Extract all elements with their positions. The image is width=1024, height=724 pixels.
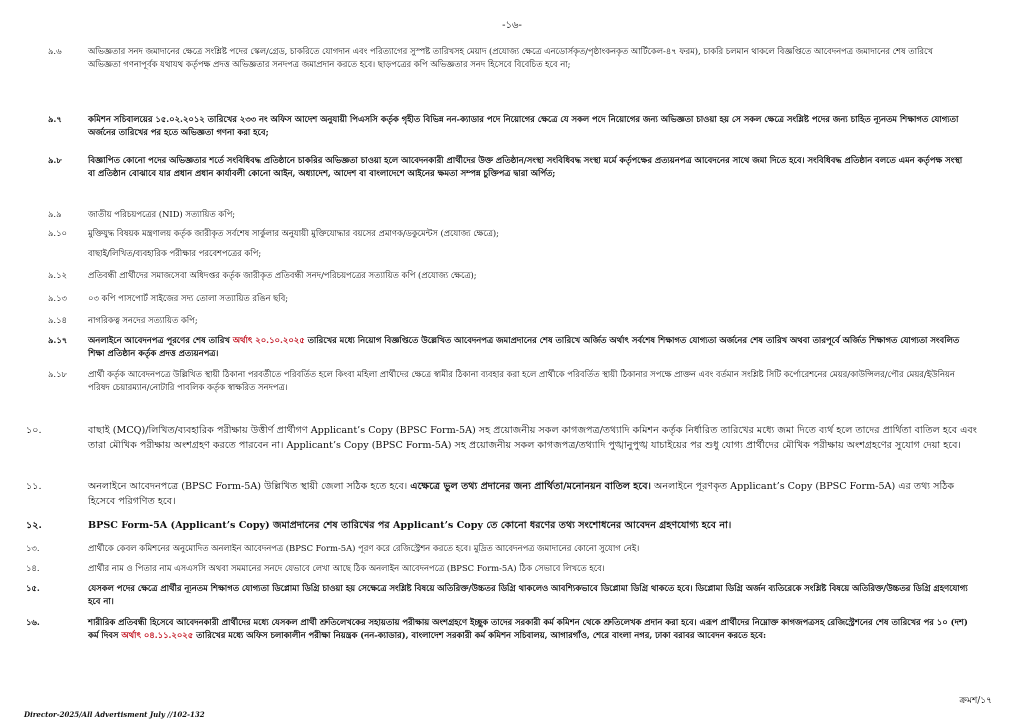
item-text (88, 616, 978, 642)
item-number: ৯.১০ (48, 228, 67, 238)
item-text: কমিশন সচিবালয়ের ১৫.০২.২০১২ তারিখের ২৩৩ নং অফিস আদেশ অনুযায়ী পিএসসি কর্তৃক গৃহীত বিভিন্ন নন-ক্যাডার পদে নিয়োগের ক্ষেত্রে যে সকল পদে নিয়োগের জন্য অভিজ্ঞতা চাওয়া হয় সে সকল ক্ষেত্রে সংশ্লিষ্ট পদের জন্য চাহিত ন্যূনতম শিক্ষাগত যোগ্যতা অর্জনের তারিখের পর হতে অভিজ্ঞতা গণনা করা হবে; (88, 114, 959, 138)
deadline-date: অর্থাৎ ০৪.১১.২০২৫ (121, 630, 194, 641)
item-text: ০৩ কপি পাসপোর্ট সাইজের সদ্য তোলা সত্যায়িত রঙিন ছবি; (88, 293, 289, 303)
list-item-9-9 (48, 208, 968, 221)
list-item-11 (26, 479, 978, 509)
item-text: মুক্তিযুদ্ধ বিষয়ক মন্ত্রণালয় কর্তৃক জারীকৃত সর্বশেষ সার্কুলার অনুযায়ী মুক্তিযোদ্ধার বয়সের প্রমাণক/ডকুমেন্টস (প্রযোজ্য ক্ষেত্রে); (88, 228, 499, 238)
list-item-9-7 (48, 113, 968, 139)
item-text (88, 334, 968, 360)
list-item-9-13 (48, 292, 968, 305)
list-item-16 (26, 616, 978, 642)
list-item-admit-card (48, 247, 968, 260)
item-number: ৯.১৩ (48, 293, 67, 303)
list-item-10 (26, 423, 978, 453)
item-text: প্রতিবন্ধী প্রার্থীদের সমাজসেবা অধিদপ্তর কর্তৃক জারীকৃত প্রতিবন্ধী সনদ/পরিচয়পত্রের সত্যায়িত কপি (প্রযোজ্য ক্ষেত্রে); (88, 270, 477, 280)
deadline-date: অর্থাৎ ২০.১০.২০২৫ (232, 335, 305, 345)
list-item-13 (26, 542, 978, 555)
item-text: জাতীয় পরিচয়পত্রের (NID) সত্যায়িত কপি; (88, 209, 236, 219)
item-number: ৯.১৮ (48, 369, 67, 379)
item-text: অভিজ্ঞতার সনদ জমাদানের ক্ষেত্রে সংশ্লিষ্ট পদের স্কেল/গ্রেড, চাকরিতে যোগদান এবং পরিত্যাগের সুস্পষ্ট তারিখসহ মেয়াদ (প্রযোজ্য ক্ষেত্রে এনডোর্সকৃত/পৃষ্ঠাংকনকৃত আর্টিকেল-৪৭ ফরম), চাকরি চলমান থাকলে বিজ্ঞপ্তিতে আবেদনপত্র জমাদানের শেষ তারিখে অভিজ্ঞতা গণনাপূর্বক যথাযথ কর্তৃপক্ষ প্রদত্ত অভিজ্ঞতার সনদপত্র জমাপ্রদান করতে হবে। ছাড়পত্রের কপি অভিজ্ঞতার সনদ হিসেবে বিবেচিত হবে না; (88, 46, 933, 70)
item-text: প্রার্থী কর্তৃক আবেদনপত্রে উল্লিখিত স্থায়ী ঠিকানা পরবর্তীতে পরিবর্তিত হলে কিংবা মহিলা প্রার্থীদের ক্ষেত্রে স্বামীর ঠিকানা ব্যবহার করা হলে প্রার্থীকে পরিবর্তিত স্থায়ী ঠিকানার সপক্ষে প্রাক্তন এবং বর্তমান সংশ্লিষ্ট সিটি কর্পোরেশনের মেয়র/কাউন্সিলর/পৌর মেয়র/ইউনিয়ন পরিষদ চেয়ারম্যান/নোটারি পাবলিক কর্তৃক স্বাক্ষরিত সনদপত্র। (88, 369, 955, 393)
item-number: ১৪. (26, 563, 40, 573)
list-item-12 (26, 518, 978, 533)
item-number: ৯.৭ (48, 114, 62, 124)
item-text: নাগরিকত্ব সনদের সত্যায়িত কপি; (88, 315, 198, 325)
item-number: ১৩. (26, 543, 40, 553)
item-text-start: অনলাইনে আবেদনপত্রে (BPSC Form-5A) উল্লিখিত স্থায়ী জেলা সঠিক হতে হবে। (88, 481, 411, 492)
list-item-15 (26, 582, 978, 608)
item-text-end: তারিখের মধ্যে নিয়োগ বিজ্ঞপ্তিতে উল্লেখিত আবেদনপত্র জমাপ্রদানের শেষ তারিখে অর্জিত অর্থাৎ সর্বশেষ শিক্ষাগত যোগ্যতা অর্জনের শেষ তারিখ অথবা তারপূর্বে অর্জিত শিক্ষাগত যোগ্যতা সংবলিত শিক্ষা প্রতিষ্ঠান কর্তৃক প্রদত্ত প্রত্যয়নপত্র। (88, 335, 960, 359)
item-text: প্রার্থীর নাম ও পিতার নাম এসএসসি অথবা সমমানের সনদে যেভাবে লেখা আছে ঠিক অনলাইন আবেদনপত্রে (BPSC Form-5A) ঠিক সেভাবে লিখতে হবে। (88, 563, 605, 573)
item-number: ১০. (26, 425, 42, 436)
item-number: ১২. (26, 520, 42, 531)
item-text: বাছাই/লিখিত/ব্যবহারিক পরীক্ষার পরবেশপত্রের কপি; (88, 248, 262, 258)
list-item-9-12 (48, 269, 968, 282)
item-text: বাছাই (MCQ)/লিখিত/ব্যবহারিক পরীক্ষায় উত্তীর্ণ প্রার্থীগণ Applicant’s Copy (BPSC Form-5A) সহ প্রয়োজনীয় সকল কাগজপত্র/তথ্যাদি কমিশন কর্তৃক নির্ধারিত তারিখের মধ্যে জমা দিতে ব্যর্থ হলে তাদের প্রার্থিতা বাতিল হবে এবং তারা মৌখিক পরীক্ষায় অংশগ্রহণ করতে পারবেন না। Applicant’s Copy (BPSC Form-5A) সহ প্রয়োজনীয় সকল কাগজপত্র/তথ্যাদি পুঙ্খানুপুঙ্খ যাচাইয়ের পর শুধু যোগ্য প্রার্থীদের মৌখিক পরীক্ষায় অংশগ্রহণের সুযোগ দেয়া হবে। (88, 425, 977, 451)
list-item-14 (26, 562, 978, 575)
item-number: ৯.৯ (48, 209, 62, 219)
list-item-9-6 (48, 45, 968, 71)
item-text-start: শারীরিক প্রতিবন্ধী হিসেবে আবেদনকারী প্রার্থীদের মধ্যে যেসকল প্রার্থী শ্রুতিলেখকের সহায়তায় পরীক্ষায় অংশগ্রহণে ইচ্ছুক তাদের সরকারী কর্ম কমিশন থেকে শ্রুতিলেখক প্রদান করা হবে। এরূপ প্রার্থীদের নিম্নোক্ত কাগজপত্রসহ রেজিস্ট্রেশনের শেষ তারিখের পর ১০ (দশ) কর্ম দিবস (88, 617, 968, 641)
list-item-9-14 (48, 314, 968, 327)
list-item-9-8 (48, 154, 968, 180)
footer-reference: Director-2025/All Advertisment July //102-132 (24, 710, 205, 719)
list-item-9-17 (48, 334, 968, 360)
item-text: বিজ্ঞাপিত কোনো পদের অভিজ্ঞতার শর্তে সংবিধিবদ্ধ প্রতিষ্ঠানে চাকরির অভিজ্ঞতা চাওয়া হলে আবেদনকারী প্রার্থীদের উক্ত প্রতিষ্ঠান/সংস্থা সংবিধিবদ্ধ সংস্থা মর্মে কর্তৃপক্ষের প্রত্যয়নপত্র আবেদনের সাথে জমা দিতে হবে। সংবিধিবদ্ধ প্রতিষ্ঠান বলতে এমন কর্তৃপক্ষ সংস্থা বা প্রতিষ্ঠান বোঝাবে যার প্রধান প্রধান কার্যাবলী কোনো আইন, অধ্যাদেশ, আদেশ বা বাংলাদেশে আইনের ক্ষমতা সম্পন্ন চুক্তিপত্র দ্বারা অর্পিত; (88, 155, 963, 179)
item-number: ৯.১২ (48, 270, 67, 280)
warning-text: এক্ষেত্রে ভুল তথ্য প্রদানের জন্য প্রার্থিতা/মনোনয়ন বাতিল হবে। (410, 481, 651, 492)
item-text-start: অনলাইনে আবেদনপত্র পূরণের শেষ তারিখ (88, 335, 233, 345)
item-text: প্রার্থীকে কেবল কমিশনের অনুমোদিত অনলাইন আবেদনপত্র (BPSC Form-5A) পূরণ করে রেজিস্ট্রেশন করতে হবে। মুদ্রিত আবেদনপত্র জমাদানের কোনো সুযোগ নেই। (88, 543, 640, 553)
item-text-end: অনলাইনে পূরণকৃত Applicant’s Copy (BPSC Form-5A) এর তথ্য সঠিক হিসেবে পরিগণিত হবে। (88, 481, 955, 507)
item-text-end: তারিখের মধ্যে অফিস চলাকালীন পরীক্ষা নিয়ন্ত্রক (নন-ক্যাডার), বাংলাদেশ সরকারী কর্ম কমিশন সচিবালয়, আগারগাঁও, শেরে বাংলা নগর, ঢাকা বরাবর আবেদন করতে হবে: (193, 630, 767, 641)
item-text (88, 479, 978, 509)
item-number: ১১. (26, 481, 42, 492)
list-item-9-18 (48, 368, 968, 394)
item-number: ৯.৮ (48, 155, 62, 165)
list-item-9-10 (48, 227, 968, 240)
item-number: ৯.৬ (48, 46, 62, 56)
item-number: ৯.১৪ (48, 315, 67, 325)
continued-label: ক্রমশ/১৭ (959, 696, 992, 706)
item-number: ৯.১৭ (48, 335, 68, 345)
page-number: -১৬- (502, 20, 522, 31)
item-number: ১৬. (26, 617, 40, 627)
item-number: ১৫. (26, 583, 40, 593)
item-text: BPSC Form-5A (Applicant’s Copy) জমাপ্রদানের শেষ তারিখের পর Applicant’s Copy তে কোনো ধরণের তথ্য সংশোধনের আবেদন গ্রহণযোগ্য হবে না। (88, 520, 732, 531)
item-text: যেসকল পদের ক্ষেত্রে প্রার্থীর ন্যূনতম শিক্ষাগত যোগ্যতা ডিপ্লোমা ডিগ্রি চাওয়া হয় সেক্ষেত্রে সংশ্লিষ্ট বিষয়ে অতিরিক্ত/উচ্চতর ডিগ্রি থাকলেও আবশ্যিকভাবে ডিপ্লোমা ডিগ্রি থাকতে হবে। ডিপ্লোমা ডিগ্রি অর্জন ব্যতিরেকে সংশ্লিষ্ট বিষয়ে অতিরিক্ত/উচ্চতর ডিগ্রি গ্রহণযোগ্য হবে না। (88, 583, 968, 607)
